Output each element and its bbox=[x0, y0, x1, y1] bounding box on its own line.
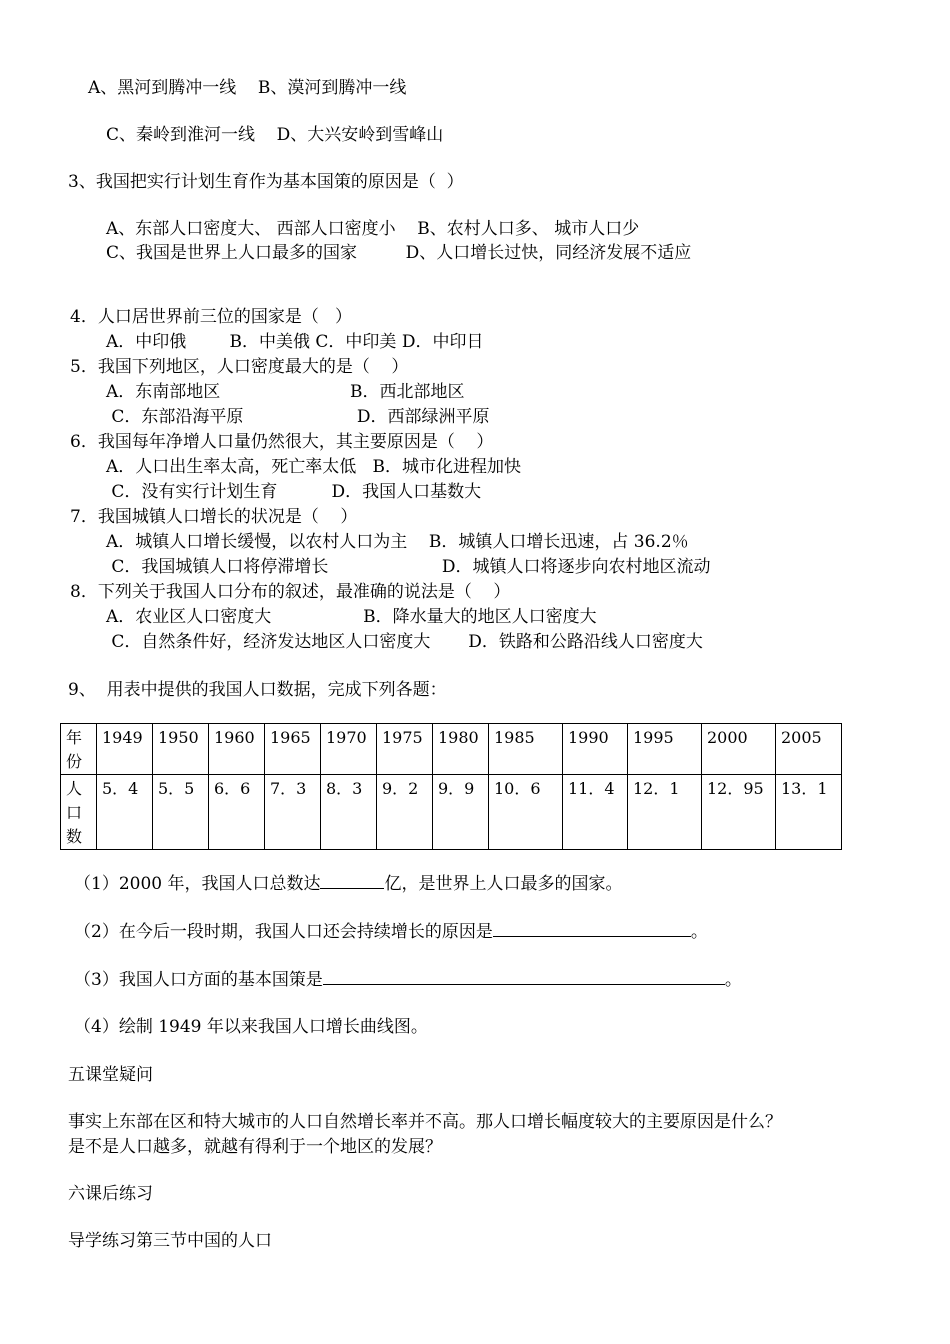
table-cell-value: 12．95 bbox=[702, 775, 776, 850]
table-cell-year: 1950 bbox=[153, 724, 209, 775]
q8-option-line-2: C．自然条件好，经济发达地区人口密度大 D．铁路和公路沿线人口密度大 bbox=[106, 632, 703, 652]
table-header-population: 人 口 数 bbox=[61, 775, 97, 850]
table-cell-value: 5．5 bbox=[153, 775, 209, 850]
q5-option-line-2: C．东部沿海平原 D．西部绿洲平原 bbox=[106, 407, 490, 427]
section-6-title: 六课后练习 bbox=[68, 1184, 153, 1204]
answer-blank-2[interactable] bbox=[493, 922, 691, 937]
table-cell-year: 1995 bbox=[628, 724, 702, 775]
table-cell-year: 1970 bbox=[321, 724, 377, 775]
table-cell-value: 8．3 bbox=[321, 775, 377, 850]
table-row-population bbox=[61, 775, 842, 850]
q9-sub-1: （1）2000 年，我国人口总数达 亿，是世界上人口最多的国家。 bbox=[74, 874, 623, 894]
section-5-paragraph-line-2: 是不是人口越多，就越有得利于一个地区的发展？ bbox=[68, 1137, 442, 1157]
q3-stem: 3、我国把实行计划生育作为基本国策的原因是（ ） bbox=[68, 172, 464, 192]
table-cell-value: 9．9 bbox=[433, 775, 489, 850]
q8-stem: 8．下列关于我国人口分布的叙述，最准确的说法是（ ） bbox=[70, 582, 511, 602]
q9-sub-4: （4）绘制 1949 年以来我国人口增长曲线图。 bbox=[74, 1017, 428, 1037]
table-cell-value: 13．1 bbox=[776, 775, 842, 850]
q8-option-line-1: A．农业区人口密度大 B．降水量大的地区人口密度大 bbox=[106, 607, 597, 627]
table-cell-year: 1975 bbox=[377, 724, 433, 775]
answer-blank-1[interactable] bbox=[320, 874, 384, 889]
q2-option-line-2: C、秦岭到淮河一线 D、大兴安岭到雪峰山 bbox=[106, 125, 444, 145]
section-5-paragraph-line-1: 事实上东部在区和特大城市的人口自然增长率并不高。那人口增长幅度较大的主要原因是什么？ bbox=[68, 1112, 782, 1132]
table-cell-year: 1965 bbox=[265, 724, 321, 775]
table-cell-year: 2000 bbox=[702, 724, 776, 775]
table-cell-value: 9．2 bbox=[377, 775, 433, 850]
population-table bbox=[60, 723, 842, 850]
table-cell-value: 10．6 bbox=[489, 775, 563, 850]
q6-stem: 6．我国每年净增人口量仍然很大，其主要原因是（ ） bbox=[70, 432, 494, 452]
table-header-year: 年 份 bbox=[61, 724, 97, 775]
table-row-years bbox=[61, 724, 842, 775]
q3-option-line-1: A、东部人口密度大、 西部人口密度小 B、农村人口多、 城市人口少 bbox=[106, 219, 640, 239]
q4-stem: 4．人口居世界前三位的国家是（ ） bbox=[70, 307, 353, 327]
table-cell-year: 1980 bbox=[433, 724, 489, 775]
q6-option-line-1: A．人口出生率太高，死亡率太低 B．城市化进程加快 bbox=[106, 457, 521, 477]
table-cell-year: 1949 bbox=[97, 724, 153, 775]
table-cell-year: 1960 bbox=[209, 724, 265, 775]
section-5-title: 五课堂疑问 bbox=[68, 1065, 153, 1085]
table-cell-value: 6．6 bbox=[209, 775, 265, 850]
q7-stem: 7．我国城镇人口增长的状况是（ ） bbox=[70, 507, 358, 527]
q9-sub-2: （2）在今后一段时期，我国人口还会持续增长的原因是 。 bbox=[74, 922, 708, 942]
q3-option-line-2: C、我国是世界上人口最多的国家 D、人口增长过快，同经济发展不适应 bbox=[106, 243, 692, 263]
q5-option-line-1: A．东南部地区 B．西北部地区 bbox=[106, 382, 465, 402]
q7-option-line-2: C．我国城镇人口将停滞增长 D．城镇人口将逐步向农村地区流动 bbox=[106, 557, 711, 577]
table-cell-year: 2005 bbox=[776, 724, 842, 775]
table-cell-value: 11．4 bbox=[563, 775, 628, 850]
q4-option-line-1: A．中印俄 B．中美俄 C．中印美 D．中印日 bbox=[106, 332, 484, 352]
q5-stem: 5．我国下列地区，人口密度最大的是（ ） bbox=[70, 357, 409, 377]
table-cell-value: 12．1 bbox=[628, 775, 702, 850]
table-cell-year: 1990 bbox=[563, 724, 628, 775]
q7-option-line-1: A．城镇人口增长缓慢，以农村人口为主 B．城镇人口增长迅速，占 36.2％ bbox=[106, 532, 689, 552]
table-cell-value: 7．3 bbox=[265, 775, 321, 850]
section-6-subtitle: 导学练习第三节中国的人口 bbox=[68, 1231, 272, 1251]
q6-option-line-2: C．没有实行计划生育 D．我国人口基数大 bbox=[106, 482, 482, 502]
table-cell-year: 1985 bbox=[489, 724, 563, 775]
answer-blank-3[interactable] bbox=[323, 970, 725, 985]
q9-sub-3: （3）我国人口方面的基本国策是 。 bbox=[74, 970, 742, 990]
q9-stem: 9、 用表中提供的我国人口数据，完成下列各题： bbox=[68, 680, 447, 700]
q2-option-line-1: A、黑河到腾冲一线 B、漠河到腾冲一线 bbox=[88, 78, 407, 98]
table-cell-value: 5．4 bbox=[97, 775, 153, 850]
